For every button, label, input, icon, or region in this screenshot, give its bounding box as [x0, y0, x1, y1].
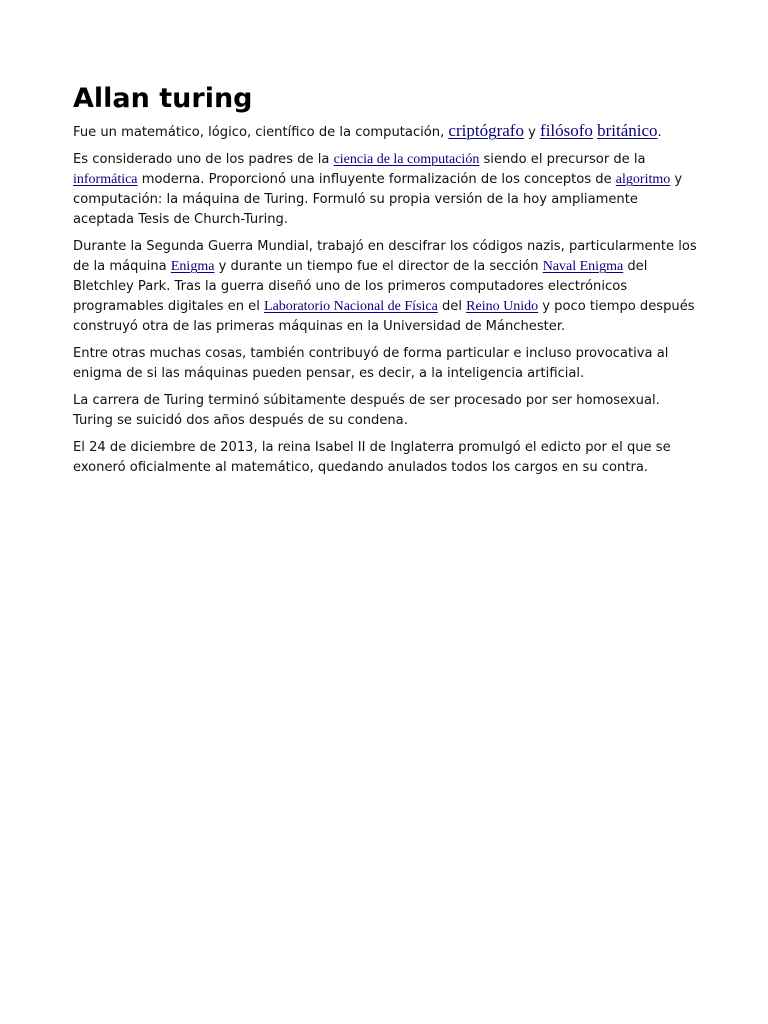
text: Durante la Segunda Guerra Mundial, trabajó en descifrar los códigos nazis, particularmente los de la máquina [73, 239, 697, 274]
link-ciencia-computacion[interactable]: ciencia de la computación [333, 152, 480, 167]
paragraph-intro [73, 121, 701, 143]
link-laboratorio-nacional-fisica[interactable]: Laboratorio Nacional de Física [264, 299, 438, 314]
link-informatica[interactable]: informática [73, 172, 138, 187]
paragraph-padres-computacion [73, 150, 701, 230]
link-filosofo[interactable]: filósofo [540, 121, 593, 140]
text: moderna. Proporcionó una influyente formalización de los conceptos de [137, 172, 616, 187]
paragraph-inteligencia-artificial: Entre otras muchas cosas, también contribuyó de forma particular e incluso provocativa al enigma de si las máquinas pueden pensar, es decir, a la inteligencia artificial. [73, 346, 669, 381]
text: siendo el precursor de la [479, 152, 646, 167]
paragraph-carrera: La carrera de Turing terminó súbitamente después de ser procesado por ser homosexual. Turing se suicidó dos años después de su condena. [73, 393, 660, 428]
link-criptografo[interactable]: criptógrafo [448, 121, 524, 140]
text: y computación: la máquina de Turing. Formuló su propia versión de la hoy ampliamente aceptada Tesis de Church-Turing. [73, 172, 683, 227]
text: y durante un tiempo fue el director de la sección [214, 259, 543, 274]
link-naval-enigma[interactable]: Naval Enigma [542, 259, 624, 274]
document-body [73, 82, 701, 485]
paragraph-segunda-guerra [73, 237, 701, 337]
text: y poco tiempo después construyó otra de las primeras máquinas en la Universidad de Mánchester. [73, 299, 695, 334]
text: y [523, 125, 541, 140]
text: del [437, 299, 467, 314]
text: Fue un matemático, lógico, científico de la computación, [73, 125, 449, 140]
paragraph-indulto: El 24 de diciembre de 2013, la reina Isabel II de Inglaterra promulgó el edicto por el que se exoneró oficialmente al matemático, quedando anulados todos los cargos en su contra. [73, 440, 671, 475]
text: Es considerado uno de los padres de la [73, 152, 334, 167]
page-title: Allan turing [73, 83, 253, 114]
text: . [657, 125, 662, 140]
text: del Bletchley Park. Tras la guerra diseñó uno de los primeros computadores electrónicos programables digitales en el [73, 259, 648, 314]
link-britanico[interactable]: británico [597, 121, 658, 140]
link-reino-unido[interactable]: Reino Unido [466, 299, 539, 314]
link-algoritmo[interactable]: algoritmo [615, 172, 671, 187]
link-enigma[interactable]: Enigma [170, 259, 215, 274]
